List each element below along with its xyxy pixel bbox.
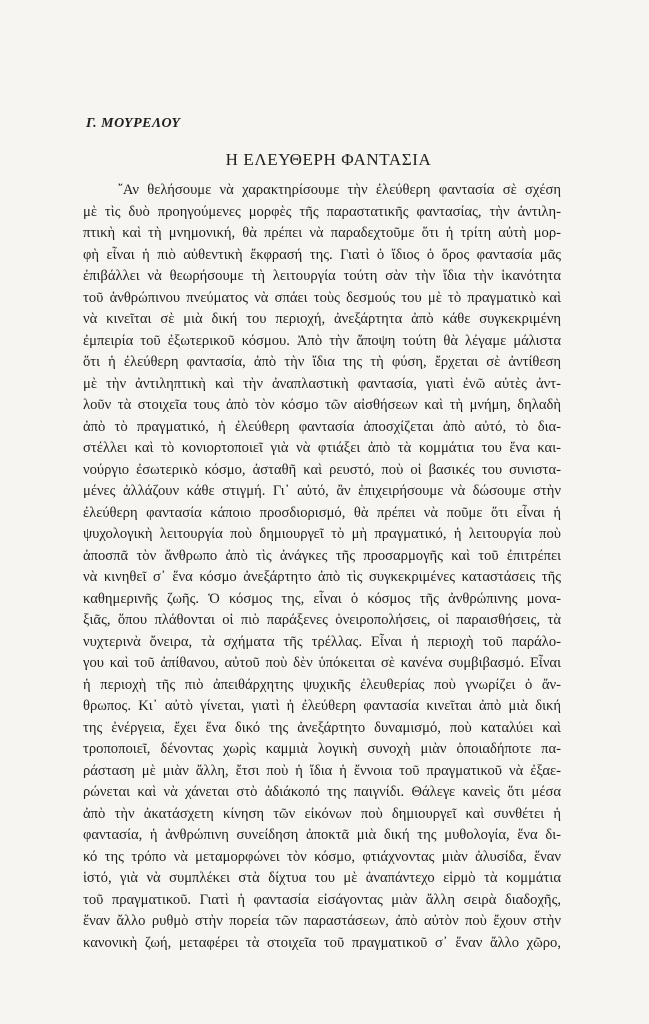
text-line: ἀπὸ τὴν ἀκατάσχετη κίνηση τῶν εἰκόνων ποὺ δημιουργεῖ καὶ συνθέτει ἡ bbox=[83, 805, 561, 822]
text-line: μένες ἀλλάζουν κάθε στιγμή. Γι᾿ αὐτό, ἂν ἐπιχειρήσουμε νὰ δώσουμε στὴν bbox=[83, 483, 561, 499]
text-line: πτικὴ καὶ τὴ μνημονική, θὰ πρέπει νὰ παραδεχτοῦμε ὅτι ἡ τρίτη αὐτὴ μορ- bbox=[83, 225, 561, 241]
article-title: Η ΕΛΕΥΘΕΡΗ ΦΑΝΤΑΣΙΑ bbox=[225, 150, 432, 169]
text-line: φαντασία, ἡ ἀνθρώπινη συνείδηση ἀποκτᾶ μιὰ δική της μυθολογία, ἕνα δι- bbox=[83, 827, 561, 843]
text-line: νὰ κινηθεῖ σ᾿ ἕνα κόσμο ἀνεξάρτητο ἀπὸ τὶς συγκεκριμένες καταστάσεις τῆς bbox=[83, 569, 561, 585]
text-line: ράσταση μὲ μιὰν ἄλλη, ἔτσι ποὺ ἡ ἴδια ἡ ἔννοια τοῦ πραγματικοῦ νὰ ἐξαε- bbox=[83, 762, 561, 779]
text-line: τοῦ ἀνθρώπινου πνεύματος νὰ σπάει τοὺς δεσμούς του μὲ τὸ πραγματικὸ καὶ bbox=[83, 289, 561, 306]
text-line: ρώνεται καὶ νὰ χάνεται στὸ ἀδιάκοπό της παιγνίδι. Θάλεγε κανεὶς ὅτι μέσα bbox=[83, 784, 561, 800]
text-line: ἐλεύθερη φαντασία κάποιο προσδιορισμό, θὰ πρέπει νὰ ποῦμε ὅτι εἶναι ἡ bbox=[83, 504, 561, 521]
text-line: ἐμπειρία τοῦ ἐξωτερικοῦ κόσμου. Ἀπὸ τὴν ἄποψη τούτη θὰ λέγαμε μάλιστα bbox=[83, 332, 561, 349]
text-line: ἀποσπᾶ τὸν ἄνθρωπο ἀπὸ τὶς ἀνάγκες τῆς προσαρμογῆς καὶ τοῦ ἐπιτρέπει bbox=[83, 547, 561, 564]
text-line: νούργιο ἐσωτερικὸ κόσμο, ἀσταθῆ καὶ ρευστό, ποὺ οἱ βασικές του συνιστα- bbox=[83, 461, 561, 478]
text-line: καθημερινῆς ζωῆς. Ὁ κόσμος της, εἶναι ὁ κόσμος τῆς ἀνθρώπινης μονα- bbox=[83, 590, 561, 607]
body-text bbox=[83, 180, 561, 954]
text-line: της ἐνέργεια, ἔχει ἕνα δικό της ἀνεξάρτητο δυναμισμό, ποὺ καταλύει καὶ bbox=[83, 719, 561, 736]
text-line: φὴ εἶναι ἡ πιὸ αὐθεντικὴ ἔκφρασή της. Γιατὶ ὁ ἴδιος ὁ ὅρος φαντασία μᾶς bbox=[83, 246, 561, 263]
text-line: στέλλει καὶ τὸ κονιορτοποιεῖ γιὰ νὰ φτιάξει ἀπὸ τὰ κομμάτια του ἕνα και- bbox=[83, 440, 561, 456]
text-line: λοῦν τὰ στοιχεῖα τους ἀπὸ τὸν κόσμο τῶν αἰσθήσεων καὶ τὴ μνήμη, δηλαδὴ bbox=[83, 397, 561, 413]
text-line: κανονικὴ ζωή, μεταφέρει τὰ στοιχεῖα τοῦ πραγματικοῦ σ᾿ ἕναν ἄλλο χῶρο, bbox=[83, 934, 561, 951]
text-line: ἕναν ἄλλο ρυθμὸ στὴν πορεία τῶν παραστάσεων, ἀπὸ αὐτὸν ποὺ ἔχουν στὴν bbox=[83, 913, 561, 929]
text-line: κό της τρόπο νὰ μεταμορφώνει τὸν κόσμο, φτιάχνοντας μιὰν ἀλυσίδα, ἕναν bbox=[83, 848, 561, 865]
text-line: ξιᾶς, ὅπου πλάθονται οἱ πιὸ παράξενες ὀνειροπολήσεις, οἱ παραισθήσεις, τὰ bbox=[83, 612, 561, 628]
text-line: ῎Αν θελήσουμε νὰ χαρακτηρίσουμε τὴν ἐλεύθερη φαντασία σὲ σχέση bbox=[118, 182, 561, 198]
text-line: ψυχολογικὴ λειτουργία ποὺ δημιουργεῖ τὸ μὴ πραγματικό, ἡ λειτουργία ποὺ bbox=[83, 526, 561, 542]
text-line: θρωπος. Κι᾿ αὐτὸ γίνεται, γιατὶ ἡ ἐλεύθερη φαντασία κινεῖται ἀπὸ μιὰ δική bbox=[83, 698, 561, 714]
text-line: τοῦ πραγματικοῦ. Γιατὶ ἡ φαντασία εἰσάγοντας μιὰν ἄλλη σειρὰ διαδοχῆς, bbox=[83, 891, 561, 908]
text-line: ὅτι ἡ ἐλεύθερη φαντασία, ἀπὸ τὴν ἴδια της τὴ φύση, ἔρχεται σὲ ἀντίθεση bbox=[83, 354, 561, 370]
author-name: Γ. ΜΟΥΡΕΛΟΥ bbox=[86, 116, 181, 131]
text-line: νὰ κινεῖται σὲ μιὰ δική του περιοχή, ἀνεξάρτητα ἀπὸ κάθε συγκεκριμένη bbox=[83, 311, 561, 327]
text-line: ἱστό, γιὰ νὰ συμπλέκει στὰ δίχτυα του μὲ ἀναπάντεχο εἱρμὸ τὰ κομμάτια bbox=[83, 870, 561, 886]
text-line: γου καὶ τοῦ ἀπίθανου, αὐτοῦ ποὺ δὲν ὑπόκειται σὲ κανένα συμβιβασμό. Εἶναι bbox=[83, 655, 561, 671]
text-line: νυχτερινὰ ὄνειρα, τὰ σχήματα τῆς τρέλλας. Εἶναι ἡ περιοχὴ τοῦ παράλο- bbox=[83, 633, 561, 650]
text-line: ἡ περιοχὴ τῆς πιὸ ἀπειθάρχητης ψυχικῆς ἐλευθερίας ποὺ γνωρίζει ὁ ἄν- bbox=[83, 676, 561, 693]
text-line: μὲ τὴν ἀντιληπτικὴ καὶ τὴν ἀναπλαστικὴ φαντασία, γιατὶ ἐνῶ αὐτὲς ἀντ- bbox=[83, 375, 561, 392]
text-line: μὲ τὶς δυὸ προηγούμενες μορφὲς τῆς παραστατικῆς φαντασίας, τὴν ἀντιλη- bbox=[83, 203, 561, 220]
text-line: ἐπιβάλλει νὰ θεωρήσουμε τὴ λειτουργία τούτη σὰν τὴν ἴδια τὴν ἱκανότητα bbox=[83, 268, 561, 284]
text-line: τροποποιεῖ, δένοντας χωρὶς καμμιὰ λογικὴ συνοχὴ μιὰν ὁποιαδήποτε πα- bbox=[83, 741, 561, 757]
text-line: ἀπὸ τὸ πραγματικό, ἡ ἐλεύθερη φαντασία ἀποσχίζεται ἀπὸ αὐτό, τὸ δια- bbox=[83, 418, 561, 435]
